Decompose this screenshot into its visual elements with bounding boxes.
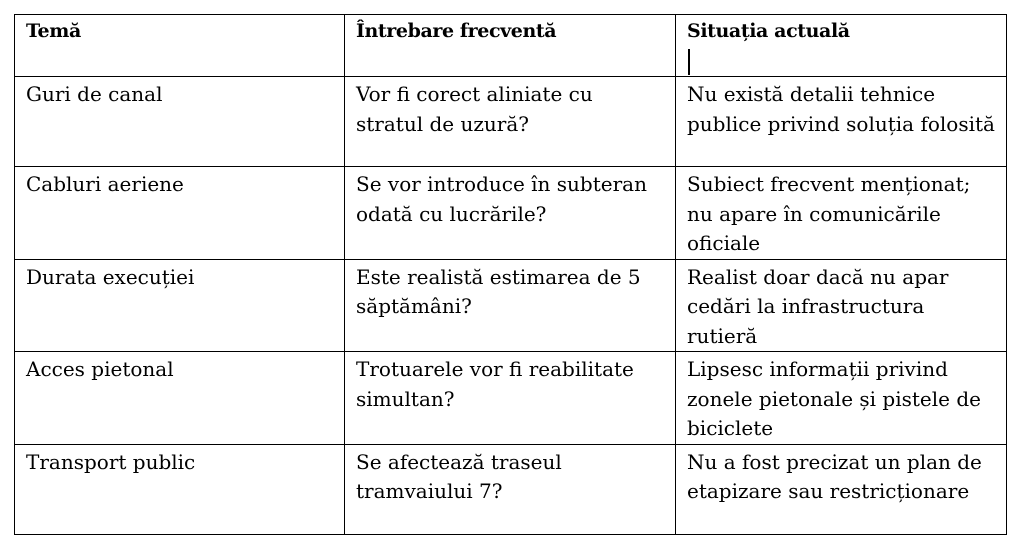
table-row [15, 77, 1007, 167]
table-row [15, 352, 1007, 445]
table-row [15, 444, 1007, 534]
cell-intrebare[interactable]: Este realistă estimarea de 5 săptămâni? [345, 259, 676, 352]
header-tema[interactable]: Temă [15, 15, 345, 77]
text-cursor [688, 49, 690, 75]
table-header-row [15, 15, 1007, 77]
header-situatie-label: Situația actuală [687, 20, 850, 42]
header-intrebare[interactable]: Întrebare frecventă [345, 15, 676, 77]
cell-situatie[interactable]: Nu a fost precizat un plan de etapizare sau restricționare [676, 444, 1007, 534]
cell-tema[interactable]: Cabluri aeriene [15, 167, 345, 260]
header-situatie[interactable] [676, 15, 1007, 77]
cell-tema[interactable]: Guri de canal [15, 77, 345, 167]
cell-tema[interactable]: Transport public [15, 444, 345, 534]
faq-table [14, 14, 1007, 535]
cell-tema[interactable]: Durata execuției [15, 259, 345, 352]
cell-situatie[interactable]: Nu există detalii tehnice publice privind soluția folosită [676, 77, 1007, 167]
cell-situatie[interactable]: Realist doar dacă nu apar cedări la infrastructura rutieră [676, 259, 1007, 352]
cell-intrebare[interactable]: Se vor introduce în subteran odată cu lucrările? [345, 167, 676, 260]
table-row [15, 167, 1007, 260]
table-row [15, 259, 1007, 352]
cell-intrebare[interactable]: Se afectează traseul tramvaiului 7? [345, 444, 676, 534]
cell-tema[interactable]: Acces pietonal [15, 352, 345, 445]
cell-situatie[interactable]: Lipsesc informații privind zonele pietonale și pistele de biciclete [676, 352, 1007, 445]
cell-intrebare[interactable]: Vor fi corect aliniate cu stratul de uzură? [345, 77, 676, 167]
cell-intrebare[interactable]: Trotuarele vor fi reabilitate simultan? [345, 352, 676, 445]
cell-situatie[interactable]: Subiect frecvent menționat; nu apare în comunicările oficiale [676, 167, 1007, 260]
